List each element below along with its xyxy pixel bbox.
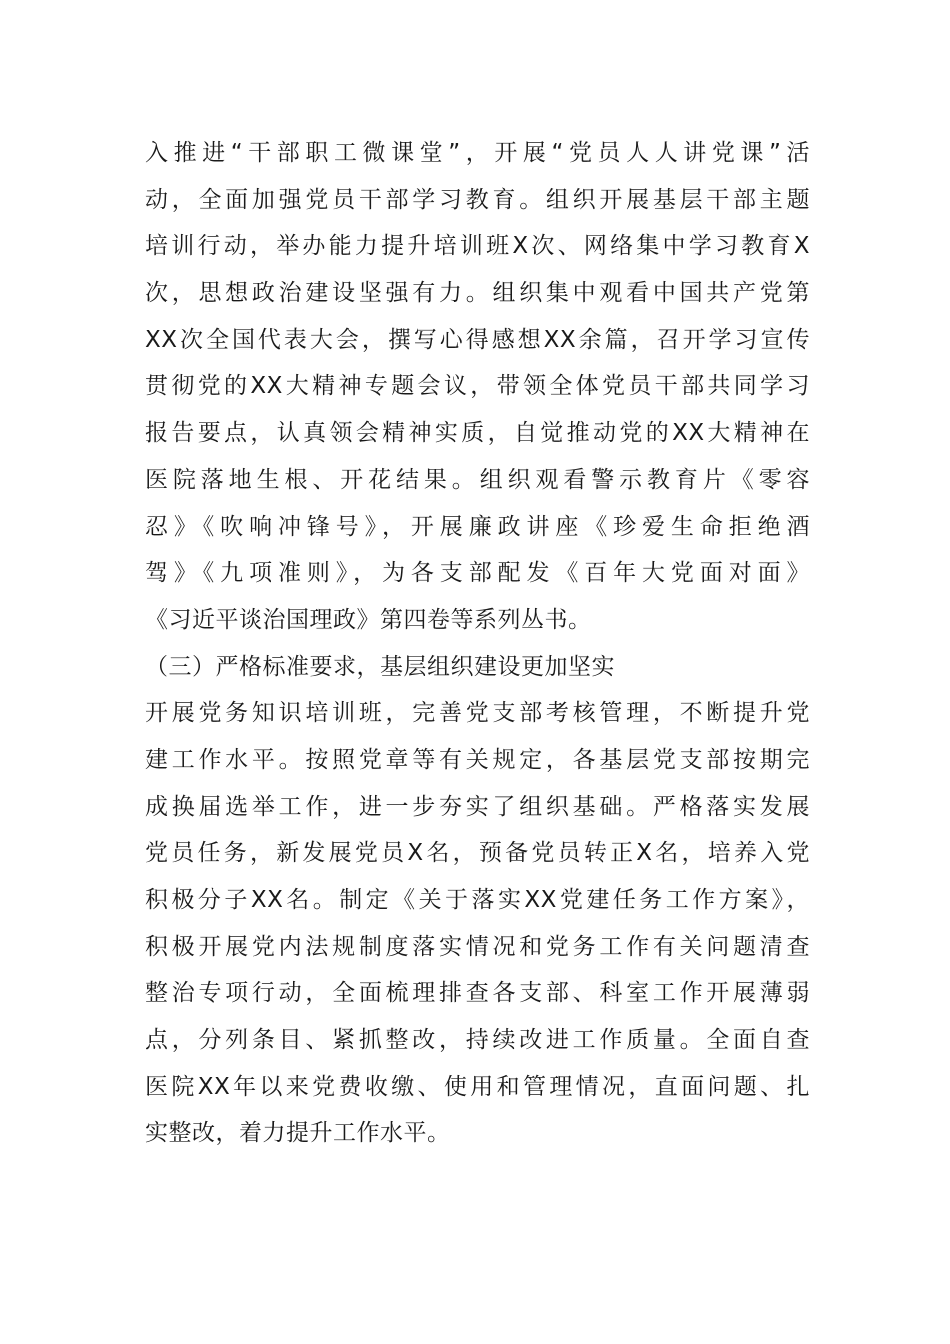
section-heading: （三）严格标准要求，基层组织建设更加坚实 [145, 653, 615, 680]
paragraph-1-line: 动，全面加强党员干部学习教育。组织开展基层干部主题 [145, 186, 810, 213]
paragraph-2 [145, 690, 810, 1157]
paragraph-1-line: 培训行动，举办能力提升培训班X次、网络集中学习教育X [145, 233, 810, 260]
paragraph-2-line: 医院XX年以来党费收缴、使用和管理情况，直面问题、扎 [145, 1073, 810, 1100]
paragraph-1-line: 入推进“干部职工微课堂”，开展“党员人人讲党课”活 [145, 140, 810, 166]
paragraph-1-line: 忍》《吹响冲锋号》，开展廉政讲座《珍爱生命拒绝酒 [145, 513, 810, 540]
paragraph-1-line: 报告要点，认真领会精神实质，自觉推动党的XX大精神在 [145, 420, 810, 447]
paragraph-2-line: 积极开展党内法规制度落实情况和党务工作有关问题清查 [145, 933, 810, 960]
paragraph-2-line: 成换届选举工作，进一步夯实了组织基础。严格落实发展 [145, 793, 810, 820]
paragraph-2-line: 实整改，着力提升工作水平。 [145, 1120, 451, 1147]
paragraph-1-line: 医院落地生根、开花结果。组织观看警示教育片《零容 [145, 466, 810, 493]
paragraph-2-line: 开展党务知识培训班，完善党支部考核管理，不断提升党 [145, 700, 810, 727]
paragraph-1 [145, 130, 810, 644]
paragraph-2-line: 党员任务，新发展党员X名，预备党员转正X名，培养入党 [145, 840, 810, 867]
paragraph-1-line: 次，思想政治建设坚强有力。组织集中观看中国共产党第 [145, 280, 810, 307]
paragraph-2-line: 整治专项行动，全面梳理排查各支部、科室工作开展薄弱 [145, 980, 810, 1007]
paragraph-2-line: 点，分列条目、紧抓整改，持续改进工作质量。全面自查 [145, 1027, 810, 1054]
paragraph-1-line: 驾》《九项准则》，为各支部配发《百年大党面对面》 [145, 560, 810, 587]
paragraph-1-line: 贯彻党的XX大精神专题会议，带领全体党员干部共同学习 [145, 373, 810, 400]
paragraph-2-line: 建工作水平。按照党章等有关规定，各基层党支部按期完 [145, 746, 810, 773]
document-body [145, 130, 810, 1157]
paragraph-1-line: XX次全国代表大会，撰写心得感想XX余篇，召开学习宣传 [145, 326, 810, 353]
paragraph-2-line: 积极分子XX名。制定《关于落实XX党建任务工作方案》， [145, 887, 810, 913]
paragraph-1-line: 《习近平谈治国理政》第四卷等系列丛书。 [145, 606, 592, 633]
